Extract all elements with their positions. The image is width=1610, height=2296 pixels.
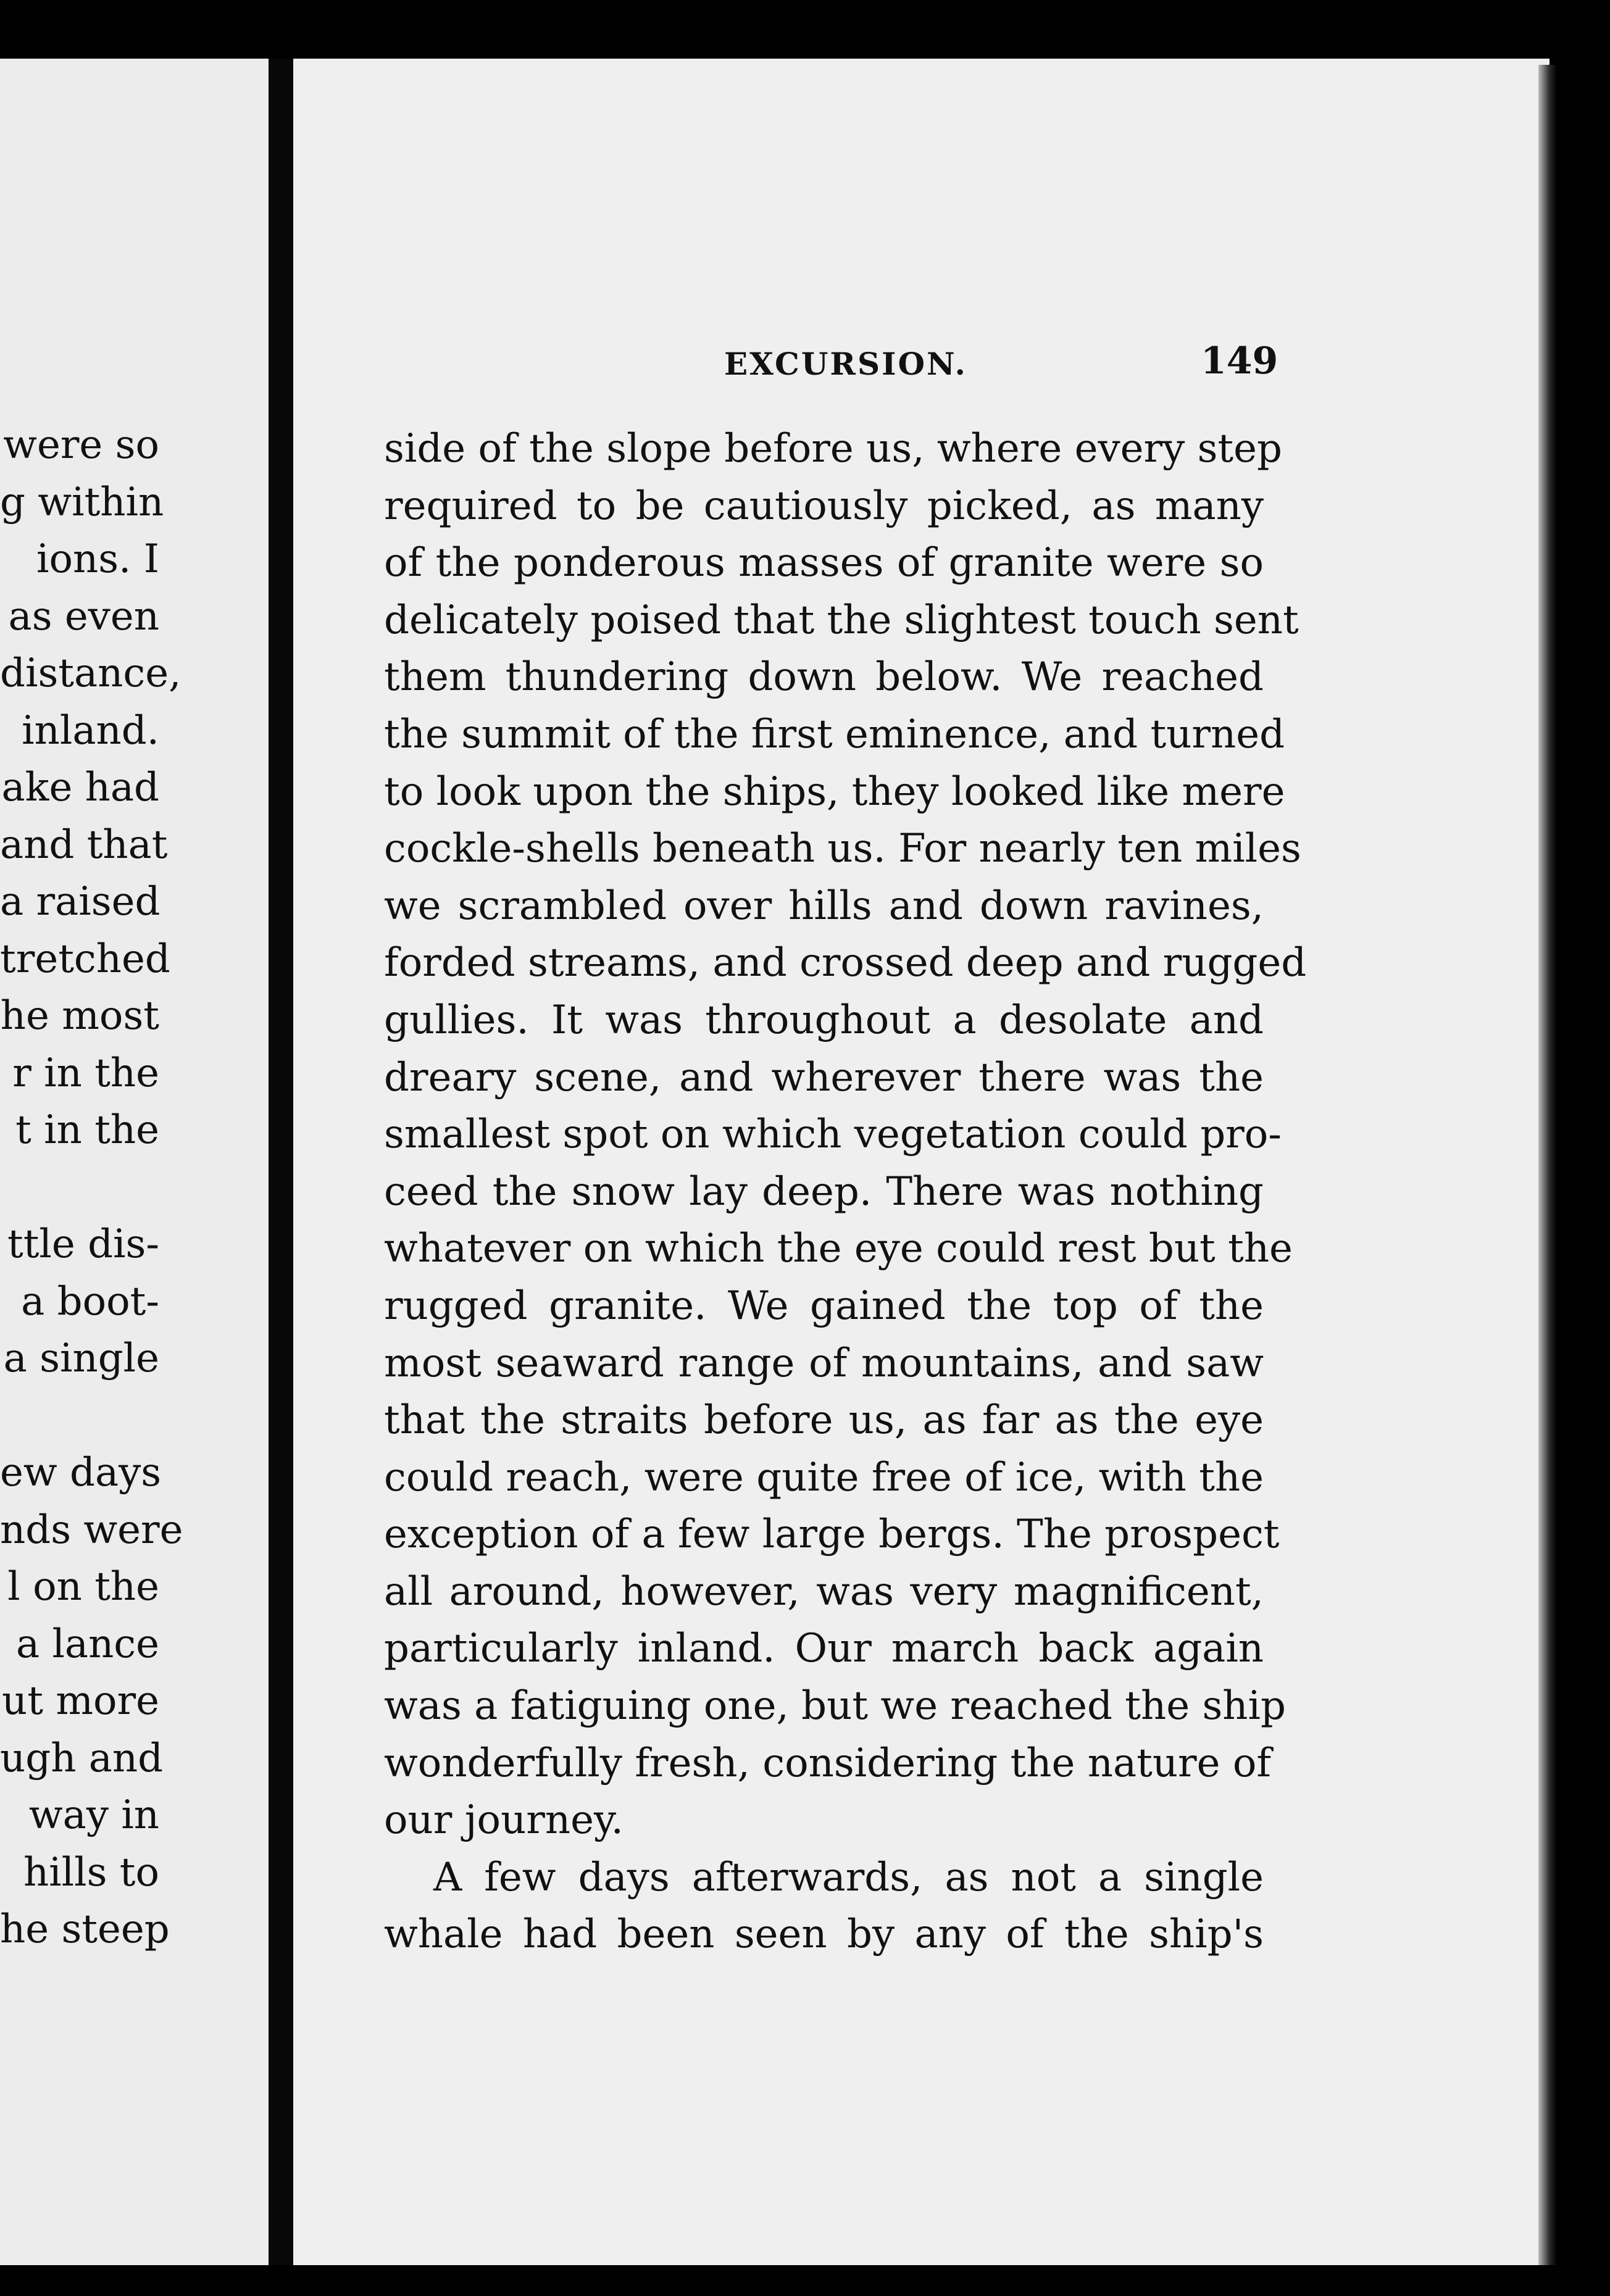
text-line: was a fatiguing one, but we reached the ship — [384, 1683, 1286, 1729]
text-line: delicately poised that the slightest touch sent — [384, 597, 1299, 643]
bottom-shadow — [0, 2265, 1610, 2296]
left-line: nds were — [0, 1507, 183, 1553]
text-line: rugged granite. We gained the top of the — [384, 1283, 1264, 1329]
left-line: ake had — [1, 765, 159, 810]
text-line: of the ponderous masses of granite were so — [384, 540, 1264, 586]
text-line: whale had been seen by any of the ship's — [384, 1911, 1264, 1958]
left-line: ugh and — [0, 1735, 164, 1781]
text-line: whatever on which the eye could rest but the — [384, 1226, 1293, 1272]
left-page — [0, 59, 269, 2265]
left-line: ew days — [0, 1450, 162, 1495]
left-line: a single — [3, 1336, 159, 1381]
book-gutter — [269, 59, 293, 2265]
left-line: a raised — [0, 879, 161, 925]
left-line: he most — [0, 993, 159, 1039]
left-line: inland. — [22, 707, 159, 754]
left-line — [0, 1159, 159, 1217]
left-line: tretched — [0, 936, 170, 982]
text-line: particularly inland. Our march back again — [384, 1626, 1264, 1672]
text-line: required to be cautiously picked, as many — [384, 483, 1264, 529]
text-line: our journey. — [384, 1797, 624, 1844]
left-line: ut more — [2, 1678, 159, 1724]
text-line: cockle-shells beneath us. For nearly ten miles — [384, 826, 1301, 872]
text-line: them thundering down below. We reached — [384, 654, 1264, 701]
left-line — [0, 1387, 159, 1445]
text-line: wonderfully fresh, considering the nature of — [384, 1740, 1272, 1786]
body-text — [384, 420, 1307, 1963]
left-line: a lance — [15, 1621, 159, 1667]
text-line: gullies. It was throughout a desolate and — [384, 997, 1264, 1043]
text-line: side of the slope before us, where every step — [384, 426, 1282, 472]
left-line: ions. I — [36, 536, 159, 582]
left-line: r in the — [12, 1050, 159, 1096]
text-line: to look upon the ships, they looked like mere — [384, 768, 1285, 815]
page-header — [293, 339, 1550, 389]
text-line: that the straits before us, as far as the eye — [384, 1397, 1264, 1444]
left-line: ttle dis- — [7, 1221, 159, 1267]
text-line: A few days afterwards, as not a single — [433, 1854, 1264, 1900]
text-line: ceed the snow lay deep. There was nothing — [384, 1168, 1264, 1215]
right-page — [293, 59, 1550, 2274]
text-line: smallest spot on which vegetation could pro- — [384, 1112, 1282, 1158]
left-line: he steep — [0, 1907, 170, 1952]
left-line: a boot- — [21, 1278, 159, 1325]
left-line: distance, — [0, 651, 181, 696]
text-line: exception of a few large bergs. The prospect — [384, 1512, 1280, 1558]
left-line: way in — [28, 1792, 159, 1838]
text-line: dreary scene, and wherever there was the — [384, 1054, 1264, 1100]
left-line: g within — [0, 479, 164, 525]
text-line: most seaward range of mountains, and saw — [384, 1340, 1264, 1386]
text-line: forded streams, and crossed deep and rugged — [384, 940, 1307, 986]
text-line: the summit of the first eminence, and turned — [384, 711, 1285, 757]
running-head: EXCURSION. — [724, 346, 967, 382]
left-line: and that — [0, 821, 168, 868]
left-line: as even — [8, 593, 159, 639]
page-number: 149 — [1201, 339, 1278, 383]
text-line: could reach, were quite free of ice, with the — [384, 1454, 1264, 1500]
left-line: l on the — [7, 1564, 159, 1610]
text-line: we scrambled over hills and down ravines, — [384, 883, 1264, 929]
page-edge — [1538, 65, 1557, 2271]
left-page-text — [0, 417, 183, 1958]
text-line: all around, however, was very magnificent, — [384, 1568, 1264, 1615]
left-line: were so — [3, 422, 159, 468]
left-line: hills to — [23, 1849, 159, 1895]
left-line: t in the — [15, 1107, 159, 1153]
